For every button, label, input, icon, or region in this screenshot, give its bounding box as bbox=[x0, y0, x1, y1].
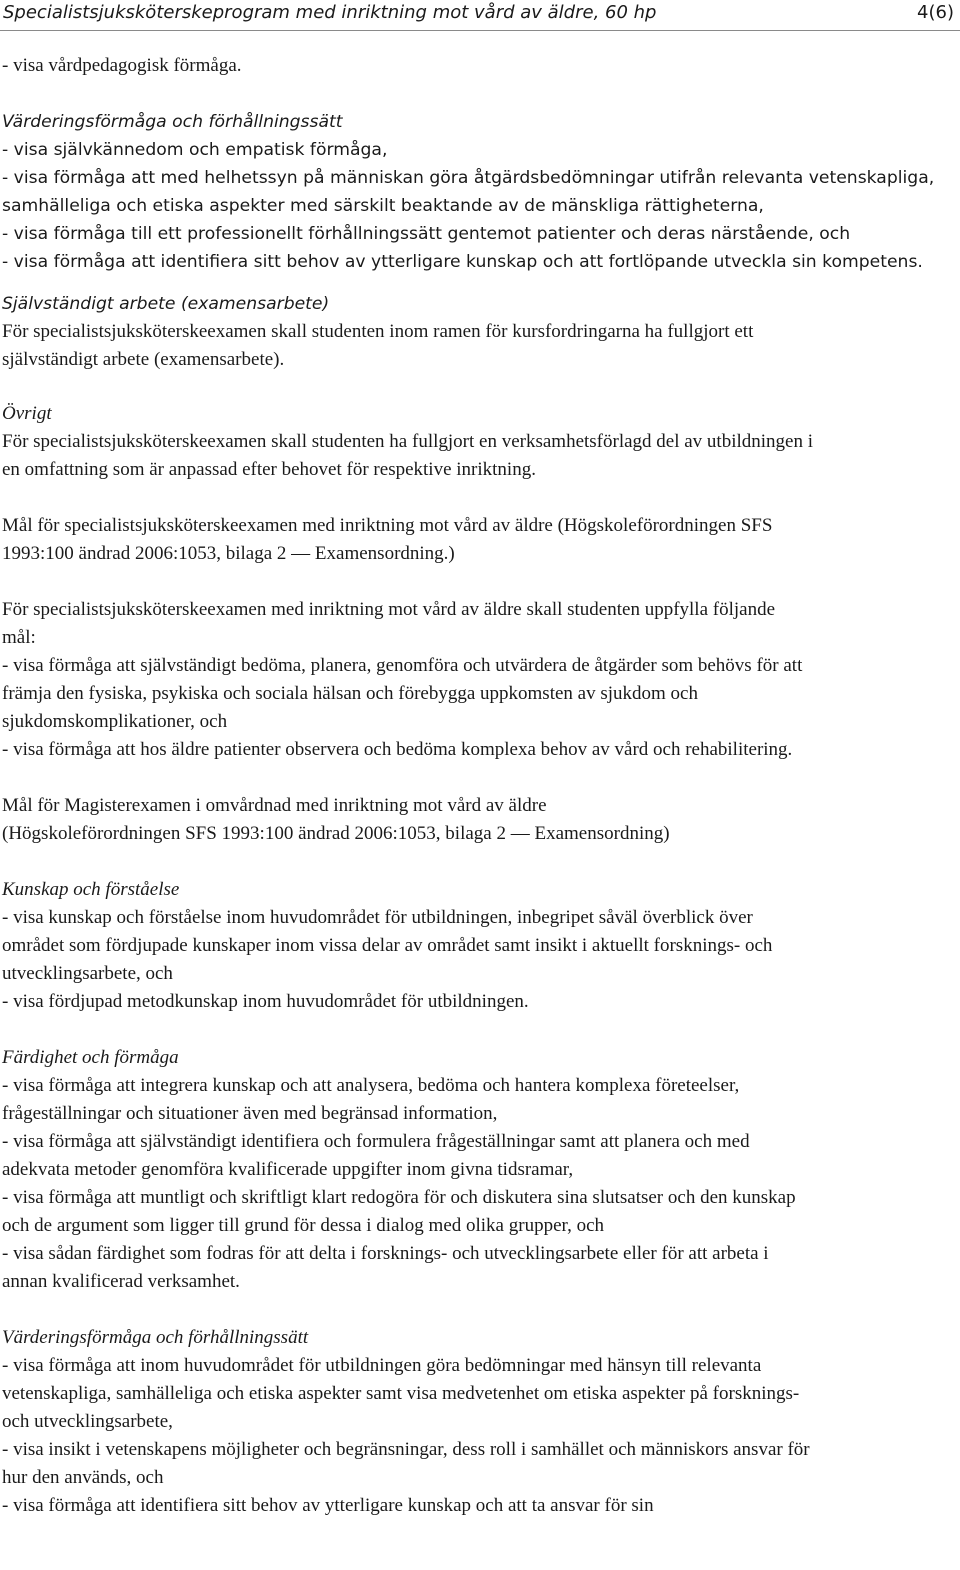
document-title: Specialistsjuksköterskeprogram med inriktning mot vård av äldre, 60 hp bbox=[3, 2, 657, 23]
list-item: området som fördjupade kunskaper inom vissa delar av området samt insikt i aktuellt forsknings- och bbox=[2, 935, 773, 956]
section-heading: Värderingsförmåga och förhållningssätt bbox=[2, 1327, 309, 1348]
section-heading: Kunskap och förståelse bbox=[2, 879, 180, 900]
list-item: - visa kunskap och förståelse inom huvudområdet för utbildningen, inbegripet såväl överblick över bbox=[2, 907, 753, 928]
list-item: - visa förmåga att självständigt bedöma, planera, genomföra och utvärdera de åtgärder som behövs för att bbox=[2, 655, 803, 676]
page-header bbox=[0, 0, 960, 31]
list-item: - visa förmåga att identifiera sitt behov av ytterligare kunskap och att ta ansvar för sin bbox=[2, 1495, 654, 1516]
list-item: - visa förmåga att muntligt och skriftligt klart redogöra för och diskutera sina slutsatser och den kunskap bbox=[2, 1187, 796, 1208]
list-item: främja den fysiska, psykiska och sociala hälsan och förebygga uppkomsten av sjukdom och bbox=[2, 683, 698, 704]
list-item: samhälleliga och etiska aspekter med särskilt beaktande av de mänskliga rättigheterna, bbox=[2, 196, 764, 216]
list-item: adekvata metoder genomföra kvalificerade uppgifter inom givna tidsramar, bbox=[2, 1159, 574, 1180]
list-item: - visa förmåga att hos äldre patienter observera och bedöma komplexa behov av vård och rehabilitering. bbox=[2, 739, 793, 760]
list-item: hur den används, och bbox=[2, 1467, 164, 1488]
list-item: - visa förmåga att självständigt identifiera och formulera frågeställningar samt att planera och med bbox=[2, 1131, 750, 1152]
paragraph-line: För specialistsjuksköterskeexamen med inriktning mot vård av äldre skall studenten uppfylla följande bbox=[2, 599, 776, 620]
section-goals-master bbox=[2, 792, 958, 848]
list-item: - visa fördjupad metodkunskap inom huvudområdet för utbildningen. bbox=[2, 991, 529, 1012]
section-knowledge bbox=[2, 876, 958, 1016]
section-other bbox=[2, 400, 958, 484]
section-skills bbox=[2, 1044, 958, 1296]
paragraph-line: en omfattning som är anpassad efter behovet för respektive inriktning. bbox=[2, 459, 536, 480]
list-item: - visa insikt i vetenskapens möjligheter och begränsningar, dess roll i samhället och människors ansvar för bbox=[2, 1439, 810, 1460]
list-item: sjukdomskomplikationer, och bbox=[2, 711, 228, 732]
list-item: utvecklingsarbete, och bbox=[2, 963, 173, 984]
paragraph-line: (Högskoleförordningen SFS 1993:100 ändrad 2006:1053, bilaga 2 — Examensordning) bbox=[2, 823, 670, 844]
list-item: - visa förmåga att med helhetssyn på människan göra åtgärdsbedömningar utifrån relevanta vetenskapliga, bbox=[2, 168, 935, 188]
list-item: och utvecklingsarbete, bbox=[2, 1411, 173, 1432]
section-values-general bbox=[2, 108, 958, 276]
section-goals-specialist-body bbox=[2, 596, 958, 764]
paragraph-line: För specialistsjuksköterskeexamen skall studenten ha fullgjort en verksamhetsförlagd del av utbildningen i bbox=[2, 431, 814, 452]
page-number: 4(6) bbox=[917, 2, 954, 23]
list-item: - visa förmåga att identifiera sitt behov av ytterligare kunskap och att fortlöpande utveckla sin kompetens. bbox=[2, 252, 923, 272]
section-heading: Värderingsförmåga och förhållningssätt bbox=[2, 112, 343, 132]
section-heading: Färdighet och förmåga bbox=[2, 1047, 179, 1068]
intro-line: - visa vårdpedagogisk förmåga. bbox=[2, 55, 242, 76]
paragraph-line: mål: bbox=[2, 627, 36, 648]
paragraph-line: För specialistsjuksköterskeexamen skall studenten inom ramen för kursfordringarna ha fullgjort ett bbox=[2, 321, 754, 342]
paragraph-line: självständigt arbete (examensarbete). bbox=[2, 349, 285, 370]
list-item: - visa förmåga att inom huvudområdet för utbildningen göra bedömningar med hänsyn till relevanta bbox=[2, 1355, 762, 1376]
list-item: - visa förmåga till ett professionellt förhållningssätt gentemot patienter och deras närstående, och bbox=[2, 224, 851, 244]
list-item: - visa sådan färdighet som fodras för att delta i forsknings- och utvecklingsarbete eller för att arbeta i bbox=[2, 1243, 769, 1264]
list-item: vetenskapliga, samhälleliga och etiska aspekter samt visa medvetenhet om etiska aspekter på forsknings- bbox=[2, 1383, 800, 1404]
section-goals-specialist bbox=[2, 512, 958, 568]
list-item: frågeställningar och situationer även med begränsad information, bbox=[2, 1103, 498, 1124]
list-item: - visa självkännedom och empatisk förmåga, bbox=[2, 140, 388, 160]
section-heading: Självständigt arbete (examensarbete) bbox=[2, 294, 330, 314]
document-body bbox=[2, 52, 958, 1520]
section-values-master bbox=[2, 1324, 958, 1520]
list-item: och de argument som ligger till grund för dessa i dialog med olika grupper, och bbox=[2, 1215, 604, 1236]
list-item: annan kvalificerad verksamhet. bbox=[2, 1271, 240, 1292]
paragraph-line: Mål för Magisterexamen i omvårdnad med inriktning mot vård av äldre bbox=[2, 795, 547, 816]
paragraph-line: 1993:100 ändrad 2006:1053, bilaga 2 — Examensordning.) bbox=[2, 543, 455, 564]
paragraph-line: Mål för specialistsjuksköterskeexamen med inriktning mot vård av äldre (Högskoleförordningen SFS bbox=[2, 515, 773, 536]
section-thesis bbox=[2, 290, 958, 374]
section-heading: Övrigt bbox=[2, 403, 52, 424]
list-item: - visa förmåga att integrera kunskap och att analysera, bedöma och hantera komplexa företeelser, bbox=[2, 1075, 740, 1096]
